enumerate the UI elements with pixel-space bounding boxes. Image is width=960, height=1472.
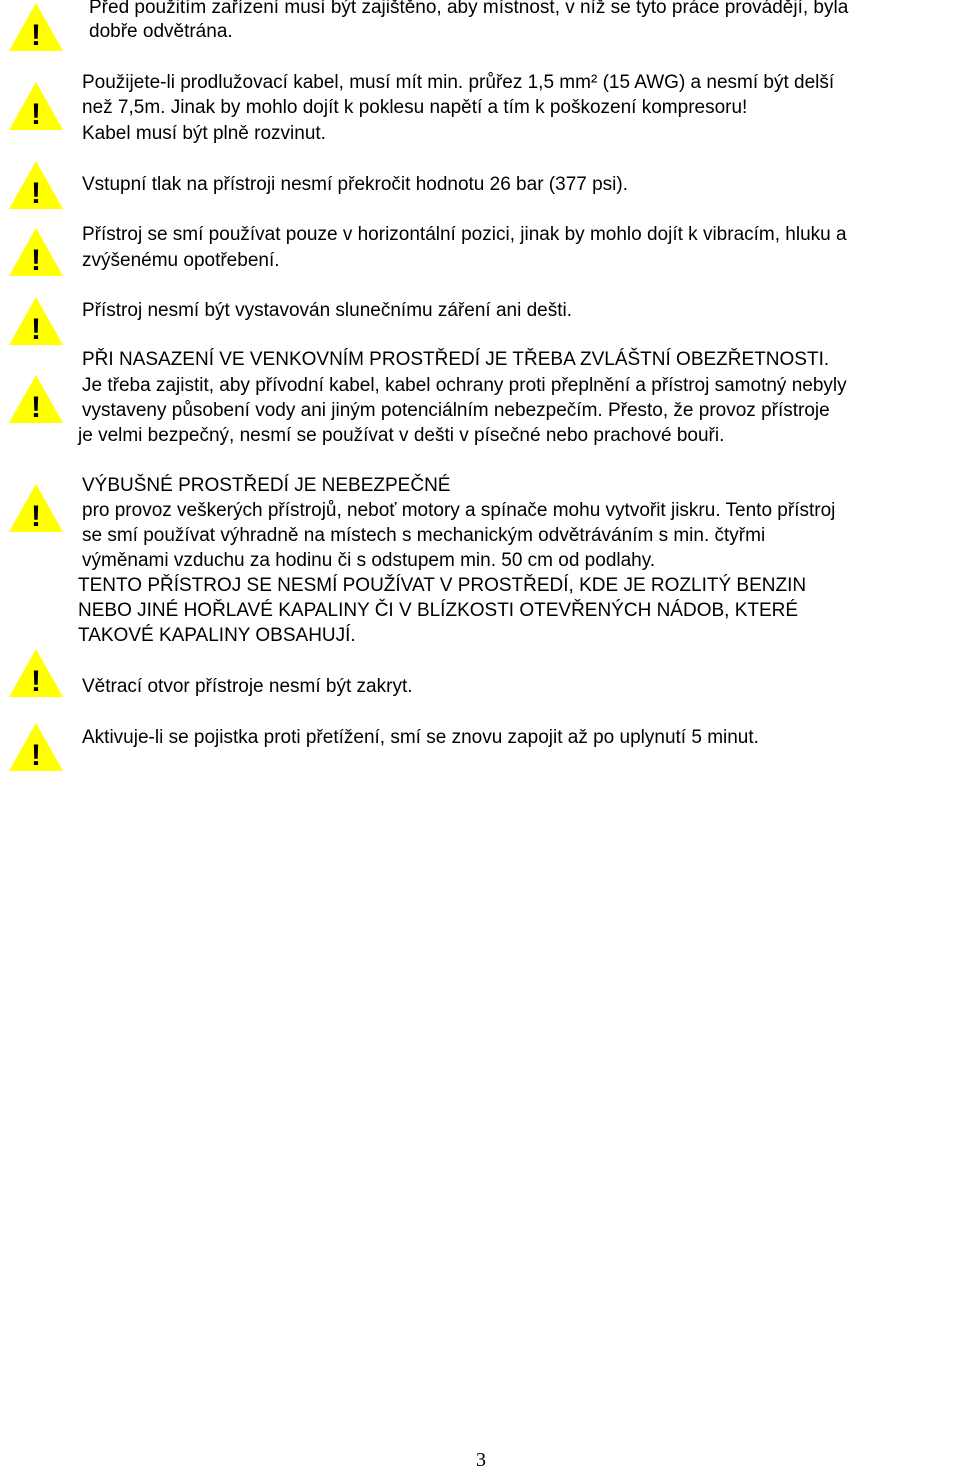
warning-triangle-icon [8, 81, 64, 131]
warning-text-line: je velmi bezpečný, nesmí se používat v dešti v písečné nebo prachové bouři. [78, 425, 725, 446]
warning-triangle-icon [8, 374, 64, 424]
warning-heading: VÝBUŠNÉ PROSTŘEDÍ JE NEBEZPEČNÉ [82, 475, 451, 496]
warning-text-line: dobře odvětrána. [89, 21, 233, 42]
warning-text-line: se smí používat výhradně na místech s mechanickým odvětráváním s min. čtyřmi [82, 525, 766, 546]
warning-text-line: Je třeba zajistit, aby přívodní kabel, kabel ochrany proti přeplnění a přístroj samotný nebyly [82, 375, 847, 396]
warning-text-line: Vstupní tlak na přístroji nesmí překročit hodnotu 26 bar (377 psi). [82, 174, 628, 195]
svg-text:!: ! [31, 313, 41, 346]
warning-triangle-icon [8, 296, 64, 346]
warning-text-line: než 7,5m. Jinak by mohlo dojít k poklesu napětí a tím k poškození kompresoru! [82, 97, 748, 118]
warning-triangle-icon [8, 648, 64, 698]
warning-triangle-icon [8, 227, 64, 277]
warning-text-line: Aktivuje-li se pojistka proti přetížení, smí se znovu zapojit až po uplynutí 5 minut. [82, 727, 759, 748]
warning-text-line: TAKOVÉ KAPALINY OBSAHUJÍ. [78, 625, 356, 646]
svg-text:!: ! [31, 391, 41, 424]
warning-text-line: Větrací otvor přístroje nesmí být zakryt. [82, 676, 413, 697]
warning-text-line: NEBO JINÉ HOŘLAVÉ KAPALINY ČI V BLÍZKOSTI OTEVŘENÝCH NÁDOB, KTERÉ [78, 600, 799, 621]
warning-text-line: Přístroj se smí používat pouze v horizontální pozici, jinak by mohlo dojít k vibracím, hluku a [82, 224, 847, 245]
warning-triangle-icon [8, 483, 64, 533]
svg-text:!: ! [31, 739, 41, 772]
warning-text-line: Kabel musí být plně rozvinut. [82, 123, 326, 144]
warning-text-line: výměnami vzduchu za hodinu či s odstupem min. 50 cm od podlahy. [82, 550, 656, 571]
svg-text:!: ! [31, 244, 41, 277]
svg-text:!: ! [31, 19, 41, 52]
warning-triangle-icon [8, 2, 64, 52]
warning-triangle-icon [8, 160, 64, 210]
warning-triangle-icon [8, 722, 64, 772]
svg-text:!: ! [31, 177, 41, 210]
warning-text-line: Přístroj nesmí být vystavován slunečnímu záření ani dešti. [82, 300, 572, 321]
warning-text-line: Před použitím zařízení musí být zajištěno, aby místnost, v níž se tyto práce provádějí, byla [89, 0, 849, 18]
warning-text-line: pro provoz veškerých přístrojů, neboť motory a spínače mohu vytvořit jiskru. Tento přístroj [82, 500, 836, 521]
page-number: 3 [476, 1449, 486, 1471]
warning-heading: PŘI NASAZENÍ VE VENKOVNÍM PROSTŘEDÍ JE TŘEBA ZVLÁŠTNÍ OBEZŘETNOSTI. [82, 349, 830, 370]
warning-text-line: vystaveny působení vody ani jiným potenciálním nebezpečím. Přesto, že provoz přístroje [82, 400, 830, 421]
warning-text-line: zvýšenému opotřebení. [82, 250, 280, 271]
svg-text:!: ! [31, 500, 41, 533]
svg-text:!: ! [31, 98, 41, 131]
warning-text-line: TENTO PŘÍSTROJ SE NESMÍ POUŽÍVAT V PROSTŘEDÍ, KDE JE ROZLITÝ BENZIN [78, 575, 807, 596]
svg-text:!: ! [31, 665, 41, 698]
warning-text-line: Použijete-li prodlužovací kabel, musí mít min. průřez 1,5 mm² (15 AWG) a nesmí být delší [82, 72, 835, 93]
